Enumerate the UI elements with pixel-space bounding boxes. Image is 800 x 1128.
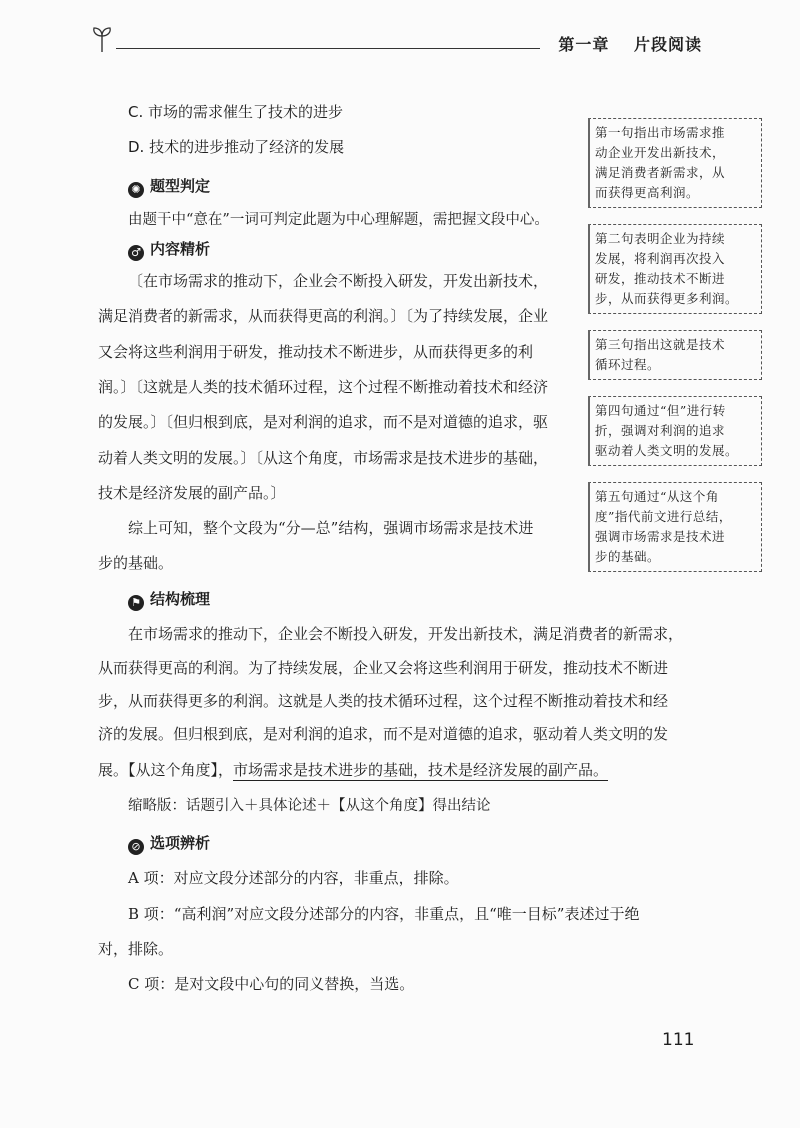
structure-brief: 缩略版：话题引入＋具体论述＋【从这个角度】得出结论 [128,798,491,814]
section-title: 选项辨析 [150,834,211,852]
section-label: 片段阅读 [633,35,702,54]
analysis-line: 技术是经济发展的副产品。〕 [98,484,286,502]
structure-icon: ⚑ [128,595,144,611]
note-line: 第一句指出市场需求推 [595,125,726,140]
analysis-line: 动着人类文明的发展。〕〔从这个角度，市场需求是技术进步的基础， [98,449,549,467]
section-title: 内容精析 [150,240,211,258]
structure-prefix: 展。【从这个角度】， [98,761,234,779]
note-line: 第四句通过“但”进行转 [595,403,726,418]
summary-line: 综上可知，整个文段为“分—总”结构，强调市场需求是技术进 [128,519,534,537]
analysis-line: 〔在市场需求的推动下，企业会不断投入研发，开发出新技术， [128,272,549,290]
section-question-type [128,175,210,198]
page-number: 111 [662,1030,695,1050]
analysis-line: 润。〕〔这就是人类的技术循环过程，这个过程不断推动着技术和经济 [98,378,549,396]
note-line: 折，强调对利润的追求 [595,423,726,438]
analysis-line: 的发展。〕〔但归根到底，是对利润的追求，而不是对道德的追求，驱 [98,413,549,431]
note-line: 第二句表明企业为持续 [595,231,726,246]
gear-icon: ✺ [128,182,144,198]
note-line: 步，从而获得更多利润。 [595,291,739,306]
note-line: 度”指代前文进行总结， [595,509,732,524]
structure-last-line [98,759,608,781]
option-c: C. 市场的需求催生了技术的进步 [128,103,344,121]
section-content-analysis [128,238,210,261]
side-note-2 [588,224,762,314]
side-note-5 [588,482,762,572]
note-line: 步的基础。 [595,549,661,564]
option-b-analysis: B 项：“高利润”对应文段分述部分的内容，非重点，且“唯一目标”表述过于绝 [128,905,640,923]
magnifier-icon: ♂ [128,245,144,261]
sprout-icon [90,24,114,54]
note-line: 发展，将利润再次投入 [595,251,726,266]
option-d: D. 技术的进步推动了经济的发展 [128,138,345,156]
options-icon: ⊘ [128,839,144,855]
chapter-label: 第一章 [558,35,610,54]
note-line: 驱动着人类文明的发展。 [595,443,739,458]
analysis-line: 满足消费者的新需求，从而获得更高的利润。〕〔为了持续发展，企业 [98,307,549,325]
option-b-analysis-cont: 对，排除。 [98,940,174,958]
side-note-3 [588,330,762,380]
section-title: 结构梳理 [150,590,211,608]
chapter-title [540,32,702,55]
structure-conclusion: 市场需求是技术进步的基础，技术是经济发展的副产品。 [233,761,609,779]
section-structure [128,588,210,611]
section-options [128,832,210,855]
note-line: 满足消费者新需求，从 [595,165,726,180]
structure-line: 在市场需求的推动下，企业会不断投入研发，开发出新技术，满足消费者的新需求， [128,625,684,643]
structure-line: 从而获得更高的利润。为了持续发展，企业又会将这些利润用于研发，推动技术不断进 [98,659,669,677]
page-header [90,22,730,58]
analysis-line: 又会将这些利润用于研发，推动技术不断进步，从而获得更多的利 [98,343,534,361]
note-line: 第五句通过“从这个角 [595,489,719,504]
side-note-1 [588,118,762,208]
note-line: 强调市场需求是技术进 [595,529,726,544]
option-c-analysis: C 项：是对文段中心句的同义替换，当选。 [128,975,415,993]
summary-line: 步的基础。 [98,554,174,572]
option-a-analysis: A 项：对应文段分述部分的内容，非重点，排除。 [128,869,459,887]
note-line: 第三句指出这就是技术 [595,337,726,352]
note-line: 循环过程。 [595,357,661,372]
section-title: 题型判定 [150,177,211,195]
note-line: 而获得更高利润。 [595,185,700,200]
note-line: 动企业开发出新技术， [595,145,726,160]
note-line: 研发，推动技术不断进 [595,271,726,286]
side-note-4 [588,396,762,466]
structure-line: 济的发展。但归根到底，是对利润的追求，而不是对道德的追求，驱动着人类文明的发 [98,725,669,743]
question-type-text: 由题干中“意在”一词可判定此题为中心理解题，需把握文段中心。 [128,212,549,228]
header-rule [116,48,540,49]
structure-line: 步，从而获得更多的利润。这就是人类的技术循环过程，这个过程不断推动着技术和经 [98,692,669,710]
